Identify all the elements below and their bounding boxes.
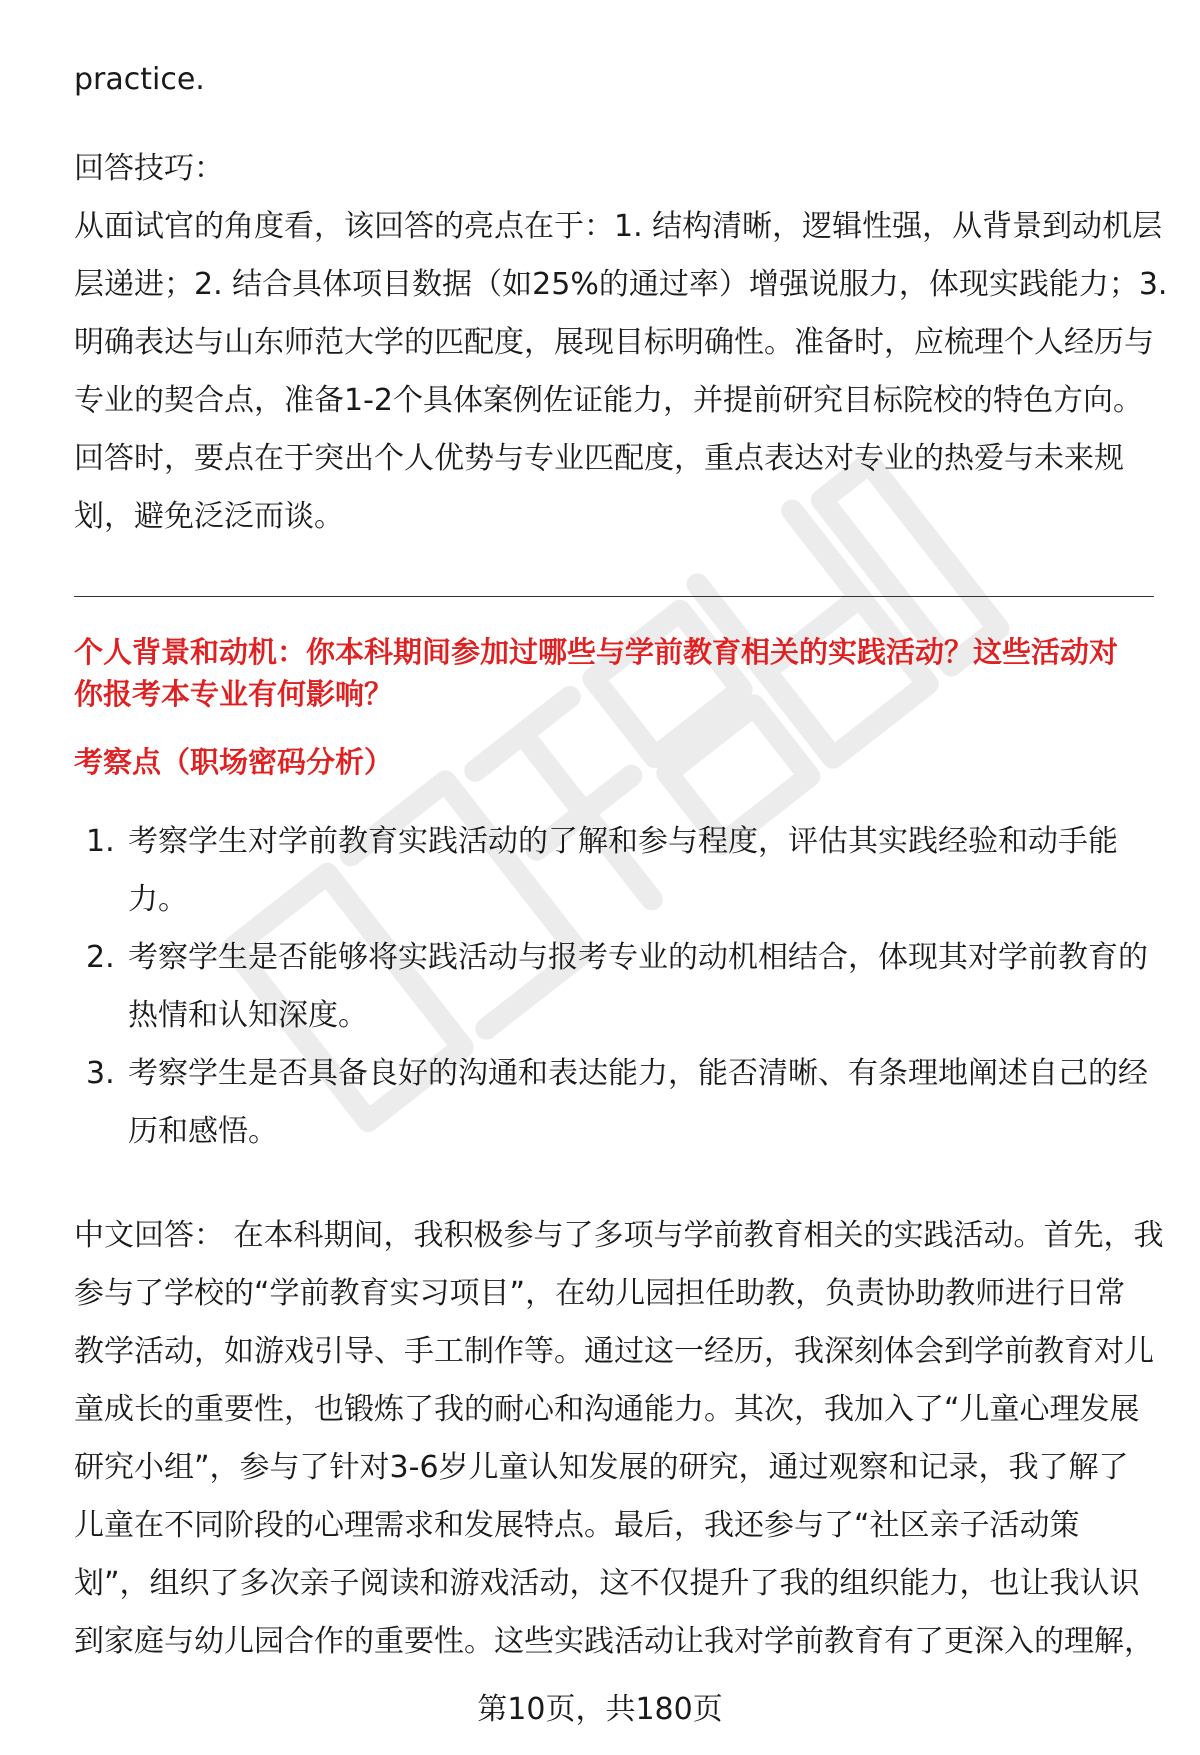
tips-label: 回答技巧：: [74, 151, 224, 186]
tips-line: 层递进；2. 结合具体项目数据（如25%的通过率）增强说服力，体现实践能力；3.: [74, 267, 1168, 302]
document-page: [74, 0, 1168, 1755]
list-number: 2.: [86, 940, 115, 975]
page-footer: 第10页，共180页: [477, 1692, 723, 1727]
list-item: [74, 813, 1156, 929]
tips-line: 回答时，要点在于突出个人优势与专业匹配度，重点表达对专业的热爱与未来规: [74, 441, 1124, 476]
tips-paragraph: [74, 198, 1168, 546]
answer-line: 中文回答： 在本科期间，我积极参与了多项与学前教育相关的实践活动。首先，我: [74, 1218, 1164, 1253]
list-item-line: 力。: [128, 882, 188, 917]
tips-line: 明确表达与山东师范大学的匹配度，展现目标明确性。准备时，应梳理个人经历与: [74, 325, 1154, 360]
list-item: [74, 929, 1156, 1045]
list-item-line: 热情和认知深度。: [128, 998, 368, 1033]
continued-text: practice.: [74, 62, 205, 97]
tips-line: 专业的契合点，准备1-2个具体案例佐证能力，并提前研究目标院校的特色方向。: [74, 383, 1143, 418]
answer-line: 儿童在不同阶段的心理需求和发展特点。最后，我还参与了“社区亲子活动策: [74, 1508, 1080, 1543]
question-heading: [74, 631, 1156, 715]
answer-line: 划”，组织了多次亲子阅读和游戏活动，这不仅提升了我的组织能力，也让我认识: [74, 1566, 1140, 1601]
list-item-line: 历和感悟。: [128, 1114, 278, 1149]
list-item-line: 考察学生是否能够将实践活动与报考专业的动机相结合，体现其对学前教育的: [128, 940, 1148, 975]
answer-line: 参与了学校的“学前教育实习项目”，在幼儿园担任助教，负责协助教师进行日常: [74, 1276, 1126, 1311]
question-line: 你报考本专业有何影响？: [74, 677, 394, 711]
list-item-line: 考察学生是否具备良好的沟通和表达能力，能否清晰、有条理地阐述自己的经: [128, 1056, 1148, 1091]
answer-line: 研究小组”，参与了针对3-6岁儿童认知发展的研究，通过观察和记录，我了解了: [74, 1450, 1129, 1485]
question-line: 个人背景和动机：你本科期间参加过哪些与学前教育相关的实践活动？这些活动对: [74, 635, 1119, 669]
answer-line: 童成长的重要性，也锻炼了我的耐心和沟通能力。其次，我加入了“儿童心理发展: [74, 1392, 1140, 1427]
focus-heading: 考察点（职场密码分析）: [74, 745, 394, 779]
list-item-line: 考察学生对学前教育实践活动的了解和参与程度，评估其实践经验和动手能: [128, 824, 1118, 859]
focus-list: [74, 813, 1156, 1161]
list-number: 1.: [86, 824, 115, 859]
tips-line: 划，避免泛泛而谈。: [74, 499, 344, 534]
tips-line: 从面试官的角度看，该回答的亮点在于：1. 结构清晰，逻辑性强，从背景到动机层: [74, 209, 1163, 244]
list-item: [74, 1045, 1156, 1161]
answer-paragraph: [74, 1207, 1164, 1671]
answer-line: 到家庭与幼儿园合作的重要性。这些实践活动让我对学前教育有了更深入的理解，: [74, 1624, 1154, 1659]
section-divider: [74, 596, 1154, 597]
answer-line: 教学活动，如游戏引导、手工制作等。通过这一经历，我深刻体会到学前教育对儿: [74, 1334, 1154, 1369]
list-number: 3.: [86, 1056, 115, 1091]
